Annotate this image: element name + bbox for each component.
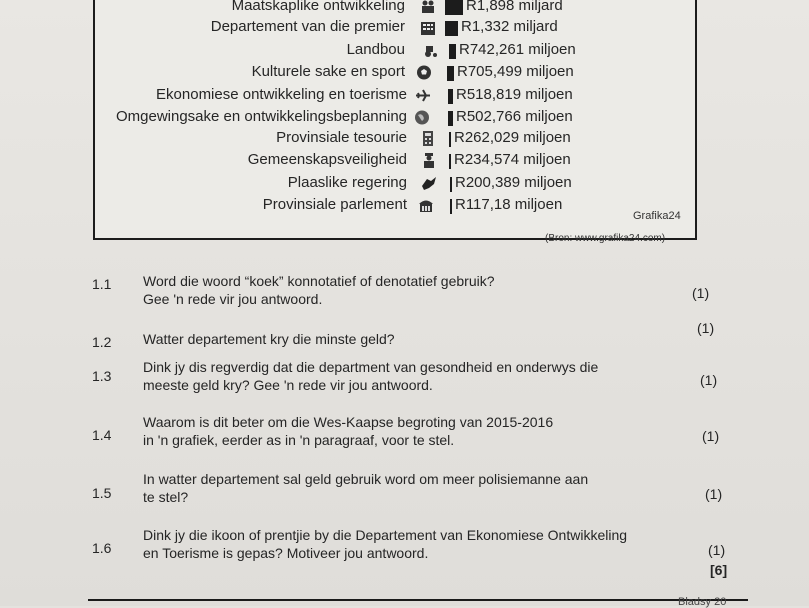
value-label: R705,499 miljoen — [457, 63, 574, 80]
building-icon — [420, 20, 436, 35]
airplane-icon — [415, 88, 431, 103]
people-icon — [420, 0, 436, 14]
question-mark: (1) — [692, 285, 710, 301]
question-line: te stel? — [143, 489, 189, 505]
question-text — [143, 272, 495, 308]
page-divider — [88, 599, 748, 601]
question-line: in 'n grafiek, eerder as in 'n paragraaf, voor te stel. — [143, 432, 455, 448]
bar — [450, 199, 452, 214]
question-line: Waarom is dit beter om die Wes-Kaapse begroting van 2015-2016 — [143, 414, 554, 430]
question-text — [143, 330, 395, 348]
chart-source: (Bron: www.grafika24.com) — [545, 233, 666, 244]
question-number: 1.2 — [92, 334, 112, 350]
value-label: R117,18 miljoen — [455, 196, 563, 213]
value-label: R502,766 miljoen — [456, 108, 573, 125]
bar — [449, 132, 451, 147]
bar — [450, 177, 452, 192]
question-mark: (1) — [697, 320, 715, 336]
question-line: meeste geld kry? Gee 'n rede vir jou antwoord. — [143, 377, 433, 393]
value-label: R518,819 miljoen — [456, 86, 573, 103]
question-line: Word die woord “koek” konnotatief of denotatief gebruik? — [143, 273, 495, 289]
question-mark: (1) — [702, 428, 720, 444]
category-label: Maatskaplike ontwikkeling — [231, 0, 405, 14]
category-label: Provinsiale parlement — [262, 196, 407, 213]
category-label: Omgewingsake en ontwikkelingsbeplanning — [115, 108, 407, 125]
category-label: Plaaslike regering — [287, 174, 407, 191]
question-text — [143, 413, 553, 449]
question-line: Gee 'n rede vir jou antwoord. — [143, 291, 323, 307]
question-number: 1.5 — [92, 485, 112, 501]
bar — [447, 66, 454, 81]
question-line: Dink jy die ikoon of prentjie by die Departement van Ekonomiese Ontwikkeling — [143, 527, 628, 543]
police-officer-icon — [421, 153, 437, 168]
category-label: Departement van die premier — [210, 18, 405, 35]
question-mark: (1) — [705, 486, 723, 502]
map-icon — [421, 176, 437, 191]
bar — [445, 21, 458, 36]
parliament-icon — [418, 198, 434, 213]
value-label: R1,898 miljard — [466, 0, 563, 14]
value-label: R200,389 miljoen — [455, 174, 572, 191]
bar — [448, 89, 453, 104]
value-label: R234,574 miljoen — [454, 151, 571, 168]
calculator-icon — [420, 131, 436, 146]
bar — [449, 154, 451, 169]
soccer-ball-icon — [416, 65, 432, 80]
question-line: Watter departement kry die minste geld? — [143, 331, 395, 347]
earth-icon — [414, 110, 430, 125]
category-label: Ekonomiese ontwikkeling en toerisme — [156, 86, 407, 103]
question-text — [143, 526, 627, 562]
total-marks: [6] — [710, 562, 728, 578]
chart-credit: Grafika24 — [633, 210, 681, 222]
question-text — [143, 470, 588, 506]
bar — [448, 111, 453, 126]
category-label: Gemeenskapsveiligheid — [247, 151, 407, 168]
question-mark: (1) — [700, 372, 718, 388]
question-number: 1.1 — [92, 276, 112, 292]
question-number: 1.3 — [92, 368, 112, 384]
category-label: Kulturele sake en sport — [251, 63, 405, 80]
question-number: 1.6 — [92, 540, 112, 556]
question-line: Dink jy dis regverdig dat die department van gesondheid en onderwys die — [143, 359, 599, 375]
question-text — [143, 358, 598, 394]
category-label: Landbou — [346, 41, 405, 58]
bar — [445, 0, 463, 15]
category-label: Provinsiale tesourie — [276, 129, 407, 146]
question-line: In watter departement sal geld gebruik word om meer polisiemanne aan — [143, 471, 589, 487]
tractor-icon — [423, 43, 439, 58]
question-mark: (1) — [708, 542, 726, 558]
value-label: R262,029 miljoen — [454, 129, 571, 146]
page-footer: Bladsy 20 — [678, 596, 727, 608]
question-number: 1.4 — [92, 427, 112, 443]
question-line: en Toerisme is gepas? Motiveer jou antwoord. — [143, 545, 429, 561]
bar — [449, 44, 456, 59]
value-label: R742,261 miljoen — [459, 41, 576, 58]
value-label: R1,332 miljard — [461, 18, 558, 35]
